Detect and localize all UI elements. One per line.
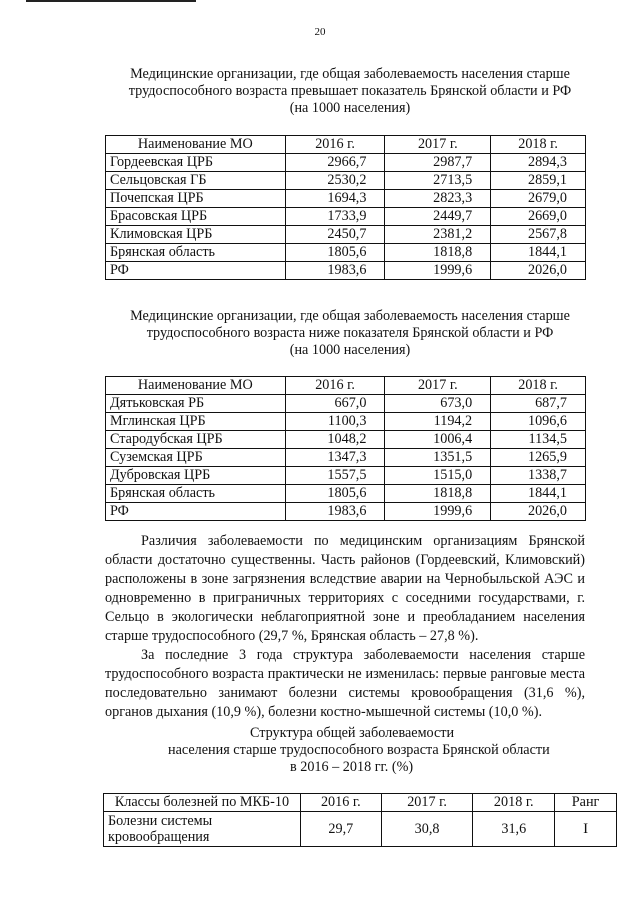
table-row (106, 244, 586, 262)
section2-title-line: (на 1000 населения) (289, 342, 411, 358)
org-name: Суземская ЦРБ (106, 449, 286, 467)
column-header: 2017 г. (381, 794, 473, 812)
section2-title-line: трудоспособного возраста ниже показателя Брянской области и РФ (146, 325, 554, 341)
value-cell: 1347,3 (285, 449, 385, 467)
value-cell: 1006,4 (385, 431, 491, 449)
value-cell: 1805,6 (285, 485, 385, 503)
value-cell: 29,7 (300, 812, 381, 847)
value-cell: 2669,0 (491, 208, 586, 226)
value-cell: 2450,7 (285, 226, 385, 244)
table-row (106, 467, 586, 485)
value-cell: 687,7 (491, 395, 586, 413)
org-name: РФ (106, 503, 286, 521)
value-cell: 1265,9 (491, 449, 586, 467)
value-cell: 2381,2 (385, 226, 491, 244)
table-row (106, 395, 586, 413)
value-cell: 2894,3 (491, 154, 586, 172)
section3-title-line: в 2016 – 2018 гг. (%) (290, 759, 414, 775)
org-name: Дятьковская РБ (106, 395, 286, 413)
org-name: Дубровская ЦРБ (106, 467, 286, 485)
disease-class (104, 812, 301, 847)
column-header: 2018 г. (491, 377, 586, 395)
table-row (106, 208, 586, 226)
value-cell: 1557,5 (285, 467, 385, 485)
value-cell: 2987,7 (385, 154, 491, 172)
table-row (106, 449, 586, 467)
disease-class-label: Болезни системы кровообращения (108, 813, 213, 845)
table-above-average (105, 135, 586, 280)
section1-title-line: (на 1000 населения) (289, 100, 411, 116)
section1-title-line: трудоспособного возраста превышает показатель Брянской области и РФ (128, 83, 572, 99)
value-cell: 1100,3 (285, 413, 385, 431)
value-cell: 1844,1 (491, 244, 586, 262)
value-cell: 1818,8 (385, 485, 491, 503)
page-number: 20 (314, 26, 326, 38)
value-cell: 2567,8 (491, 226, 586, 244)
table-row (106, 431, 586, 449)
value-cell: 2859,1 (491, 172, 586, 190)
column-header: Ранг (555, 794, 617, 812)
table-row (106, 485, 586, 503)
section3-title-line: Структура общей заболеваемости (250, 725, 455, 741)
value-cell: 2449,7 (385, 208, 491, 226)
section2-title (0, 308, 640, 359)
org-name: РФ (106, 262, 286, 280)
table-header-row (106, 136, 586, 154)
value-cell: 2026,0 (491, 503, 586, 521)
table-below-average (105, 376, 586, 521)
org-name: Брасовская ЦРБ (106, 208, 286, 226)
value-cell: 1134,5 (491, 431, 586, 449)
value-cell: 30,8 (381, 812, 473, 847)
org-name: Брянская область (106, 485, 286, 503)
table-header-row (104, 794, 617, 812)
value-cell: 1844,1 (491, 485, 586, 503)
value-cell: 1194,2 (385, 413, 491, 431)
org-name: Почепская ЦРБ (106, 190, 286, 208)
value-cell: 1338,7 (491, 467, 586, 485)
top-rule (26, 0, 196, 2)
value-cell: 1694,3 (285, 190, 385, 208)
value-cell: 1805,6 (285, 244, 385, 262)
org-name: Гордеевская ЦРБ (106, 154, 286, 172)
value-cell: 31,6 (473, 812, 555, 847)
section2-title-line: Медицинские организации, где общая заболеваемость населения старше (130, 308, 570, 324)
value-cell: 2530,2 (285, 172, 385, 190)
table-row (106, 172, 586, 190)
org-name: Сельцовская ГБ (106, 172, 286, 190)
value-cell: 2679,0 (491, 190, 586, 208)
value-cell: 1048,2 (285, 431, 385, 449)
body-text (105, 532, 585, 722)
paragraph: За последние 3 года структура заболеваемости населения старше трудоспособного возраста практически не изменилась: первые ранговые места последовательно занимают болезни системы кровообращения (31,6 %), органов дыхания (10,9 %), болезни костно-мышечной системы (10,0 %). (105, 647, 585, 720)
rank-cell: I (555, 812, 617, 847)
org-name: Брянская область (106, 244, 286, 262)
value-cell: 667,0 (285, 395, 385, 413)
org-name: Стародубская ЦРБ (106, 431, 286, 449)
column-header: 2016 г. (285, 136, 385, 154)
section1-title (0, 66, 640, 117)
value-cell: 2966,7 (285, 154, 385, 172)
column-header: 2018 г. (491, 136, 586, 154)
table-row (106, 154, 586, 172)
table-row (106, 413, 586, 431)
section3-title-line: населения старше трудоспособного возраста Брянской области (168, 742, 550, 758)
value-cell: 1818,8 (385, 244, 491, 262)
table-disease-structure (103, 793, 617, 847)
paragraph: Различия заболеваемости по медицинским организациям Брянской области достаточно существенны. Часть районов (Гордеевский, Климовский) расположены в зоне загрязнения вследствие аварии на Чернобыльской АЭС и одновременно в приграничных территориях с соседними государствами, г. Сельцо в экологически неблагоприятной зоне и преобладанием населения старше трудоспособного (29,7 %, Брянская область – 27,8 %). (105, 533, 585, 644)
value-cell: 1999,6 (385, 262, 491, 280)
table-header-row (106, 377, 586, 395)
value-cell: 2026,0 (491, 262, 586, 280)
section1-title-line: Медицинские организации, где общая заболеваемость населения старше (130, 66, 570, 82)
column-header: Наименование МО (106, 136, 286, 154)
value-cell: 1983,6 (285, 503, 385, 521)
value-cell: 1351,5 (385, 449, 491, 467)
table-row (106, 262, 586, 280)
table-row (106, 226, 586, 244)
table-row (106, 503, 586, 521)
column-header: Наименование МО (106, 377, 286, 395)
column-header: 2016 г. (300, 794, 381, 812)
value-cell: 1983,6 (285, 262, 385, 280)
value-cell: 673,0 (385, 395, 491, 413)
value-cell: 1096,6 (491, 413, 586, 431)
value-cell: 1733,9 (285, 208, 385, 226)
column-header: 2016 г. (285, 377, 385, 395)
value-cell: 2713,5 (385, 172, 491, 190)
value-cell: 2823,3 (385, 190, 491, 208)
org-name: Мглинская ЦРБ (106, 413, 286, 431)
column-header: 2017 г. (385, 377, 491, 395)
column-header: 2018 г. (473, 794, 555, 812)
value-cell: 1999,6 (385, 503, 491, 521)
table-row (104, 812, 617, 847)
org-name: Климовская ЦРБ (106, 226, 286, 244)
value-cell: 1515,0 (385, 467, 491, 485)
column-header: 2017 г. (385, 136, 491, 154)
table-row (106, 190, 586, 208)
column-header: Классы болезней по МКБ-10 (104, 794, 301, 812)
